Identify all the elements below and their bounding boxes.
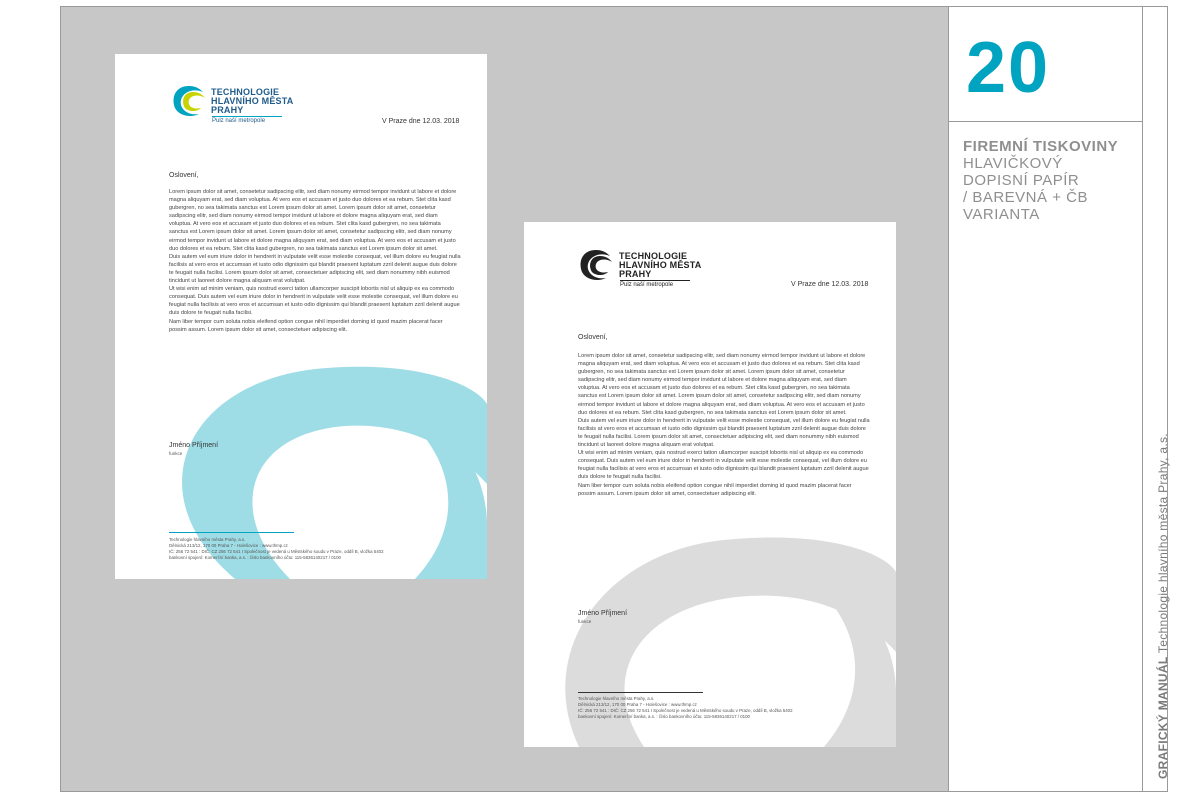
paragraph: Lorem ipsum dolor sit amet, consetetur sadipscing elitr, sed diam nonumy eirmod tempor invidunt ut labore et dolore magna aliquyam erat, sed diam voluptua. At vero eos et accusam et justo duo dolores et ea rebum. Stet clita kasd gubergren, no sea takimata sanctus est Lorem ipsum dolor sit amet. Lorem ipsum dolor sit amet, consetetur sadipscing elitr, sed diam nonumy eirmod tempor invidunt ut labore et dolore magna aliquyam erat, sed diam voluptua. At vero eos et accusam et justo duo dolores et ea rebum. Stet clita kasd gubergren, no sea takimata sanctus est Lorem ipsum dolor sit amet. Lorem ipsum dolor sit amet, consetetur sadipscing elitr, sed diam nonumy eirmod tempor invidunt ut labore et dolore magna aliquyam erat, sed diam voluptua. At vero eos et accusam et justo duo dolores et ea rebum. Stet clita kasd gubergren, no sea takimata sanctus est Lorem ipsum dolor sit amet. bbox=[578, 353, 866, 416]
paragraph: Duis autem vel eum iriure dolor in hendrerit in vulputate velit esse molestie consequat, vel illum dolore eu feugiat nulla facilisis at vero eros et accumsan et iusto odio dignissim qui blandit praesent luptatum zzril delenit augue duis dolore te feugait nulla facilisi. Lorem ipsum dolor sit amet, consectetuer adipiscing elit, sed diam nonummy nibh euismod tincidunt ut laoreet dolore magna aliquam erat volutpat. bbox=[169, 253, 461, 285]
footer-line: Technologie hlavního města Prahy, a.s. bbox=[169, 537, 246, 542]
logo-line-2: HLAVNÍHO MĚSTA bbox=[619, 260, 702, 270]
logo-underline bbox=[620, 280, 690, 281]
signature-name: Jméno Příjmení bbox=[578, 610, 628, 617]
signature-role: funkce bbox=[169, 451, 183, 456]
section-line: DOPISNÍ PAPÍR bbox=[963, 172, 1080, 189]
sidebar-label-bold: GRAFICKÝ MANUÁL bbox=[1156, 656, 1170, 779]
letter-date: V Praze dne 12.03. 2018 bbox=[791, 281, 869, 288]
letter-greeting: Oslovení, bbox=[578, 334, 608, 341]
section-line: VARIANTA bbox=[963, 206, 1040, 223]
section-title: FIREMNÍ TISKOVINY bbox=[963, 138, 1119, 155]
footer-line: IČ: 256 72 541 : DIČ: CZ 256 72 541 I Společnost je vedená u Městského soudu v Praze, oddíl B, vložka 5402 bbox=[169, 549, 384, 554]
logo-line-2: HLAVNÍHO MĚSTA bbox=[211, 96, 294, 106]
page-number: 20 bbox=[966, 28, 1051, 108]
sidebar-label-rest: Technologie hlavního města Prahy, a.s. bbox=[1156, 433, 1170, 657]
paragraph: Ut wisi enim ad minim veniam, quis nostrud exerci tation ullamcorper suscipit lobortis nisl ut aliquip ex ea commodo consequat. Duis autem vel eum iriure dolor in hendrerit in vulputate velit esse molestie consequat, vel illum dolore eu feugiat nulla facilisis at vero eros et accumsan et iusto odio dignissim qui blandit praesent luptatum zzril delenit augue duis dolore te feugait nulla facilisi. bbox=[578, 450, 869, 481]
logo-line-3: PRAHY bbox=[211, 105, 244, 115]
section-line: / BAREVNÁ + ČB bbox=[963, 189, 1088, 206]
letterhead-color-sheet bbox=[115, 54, 487, 579]
sidebar-vertical-label bbox=[1156, 433, 1170, 779]
paragraph: Nam liber tempor cum soluta nobis eleifend option congue nihil imperdiet doming id quod mazim placerat facer possim assum. Lorem ipsum dolor sit amet, consectetuer adipiscing elit. bbox=[169, 318, 443, 333]
logo-mark-icon bbox=[576, 248, 616, 282]
footer-line: Dělnická 213/12, 170 00 Praha 7 - Holešovice : www.thmp.cz bbox=[169, 543, 288, 548]
letter-greeting: Oslovení, bbox=[169, 172, 199, 179]
logo-line-1: TECHNOLOGIE bbox=[619, 251, 688, 261]
logo-underline bbox=[212, 116, 282, 117]
letter-footer bbox=[169, 537, 384, 561]
footer-line: Technologie hlavního města Prahy, a.s. bbox=[578, 696, 655, 701]
signature-role: funkce bbox=[578, 619, 592, 624]
letter-footer bbox=[578, 696, 793, 720]
footer-line: bankovní spojení: Komerční banka, a.s. : číslo bankovního účtu: 115-5836140217 / 0100 bbox=[169, 555, 342, 560]
paragraph: Ut wisi enim ad minim veniam, quis nostrud exerci tation ullamcorper suscipit lobortis nisl ut aliquip ex ea commodo consequat. Duis autem vel eum iriure dolor in hendrerit in vulputate velit esse molestie consequat, vel illum dolore eu feugiat nulla facilisis at vero eros et accumsan et iusto odio dignissim qui blandit praesent luptatum zzril delenit augue duis dolore te feugait nulla facilisi. bbox=[169, 286, 460, 317]
logo-slogan: Pulz naší metropole bbox=[620, 282, 674, 288]
footer-line: IČ: 256 72 541 : DIČ: CZ 256 72 541 I Společnost je vedená u Městského soudu v Praze, oddíl B, vložka 5402 bbox=[578, 708, 793, 713]
paragraph: Duis autem vel eum iriure dolor in hendrerit in vulputate velit esse molestie consequat, vel illum dolore eu feugiat nulla facilisis at vero eros et accumsan et iusto odio dignissim qui blandit praesent luptatum zzril delenit augue duis dolore te feugait nulla facilisi. Lorem ipsum dolor sit amet, consectetuer adipiscing elit, sed diam nonummy nibh euismod tincidunt ut laoreet dolore magna aliquam erat volutpat. bbox=[578, 417, 870, 449]
footer-rule bbox=[578, 692, 703, 693]
divider-vertical-left bbox=[948, 7, 949, 791]
letter-body bbox=[578, 352, 870, 498]
footer-rule bbox=[169, 532, 294, 533]
logo-line-1: TECHNOLOGIE bbox=[211, 87, 280, 97]
divider-horizontal bbox=[949, 121, 1143, 122]
paragraph: Nam liber tempor cum soluta nobis eleifend option congue nihil imperdiet doming id quod mazim placerat facer possim assum. Lorem ipsum dolor sit amet, consectetuer adipiscing elit. bbox=[578, 482, 852, 497]
logo-slogan: Pulz naší metropole bbox=[212, 118, 266, 124]
footer-line: bankovní spojení: Komerční banka, a.s. : číslo bankovního účtu: 115-5836140217 / 0100 bbox=[578, 714, 751, 719]
letter-date: V Praze dne 12.03. 2018 bbox=[382, 118, 460, 125]
letterhead-bw-sheet bbox=[524, 222, 896, 747]
section-title-block bbox=[963, 138, 1143, 223]
logo-wordmark bbox=[619, 252, 701, 279]
letter-body bbox=[169, 188, 461, 334]
divider-vertical-right bbox=[1142, 7, 1143, 791]
logo-mark-icon bbox=[169, 84, 209, 118]
logo-wordmark bbox=[211, 88, 293, 115]
preview-panel bbox=[61, 7, 948, 791]
logo-line-3: PRAHY bbox=[619, 269, 652, 279]
signature-name: Jméno Příjmení bbox=[169, 442, 219, 449]
section-line: HLAVIČKOVÝ bbox=[963, 155, 1063, 172]
paragraph: Lorem ipsum dolor sit amet, consetetur sadipscing elitr, sed diam nonumy eirmod tempor invidunt ut labore et dolore magna aliquyam erat, sed diam voluptua. At vero eos et accusam et justo duo dolores et ea rebum. Stet clita kasd gubergren, no sea takimata sanctus est Lorem ipsum dolor sit amet. Lorem ipsum dolor sit amet, consetetur sadipscing elitr, sed diam nonumy eirmod tempor invidunt ut labore et dolore magna aliquyam erat, sed diam voluptua. At vero eos et accusam et justo duo dolores et ea rebum. Stet clita kasd gubergren, no sea takimata sanctus est Lorem ipsum dolor sit amet. Lorem ipsum dolor sit amet, consetetur sadipscing elitr, sed diam nonumy eirmod tempor invidunt ut labore et dolore magna aliquyam erat, sed diam voluptua. At vero eos et accusam et justo duo dolores et ea rebum. Stet clita kasd gubergren, no sea takimata sanctus est Lorem ipsum dolor sit amet. bbox=[169, 189, 457, 252]
footer-line: Dělnická 213/12, 170 00 Praha 7 - Holešovice : www.thmp.cz bbox=[578, 702, 697, 707]
